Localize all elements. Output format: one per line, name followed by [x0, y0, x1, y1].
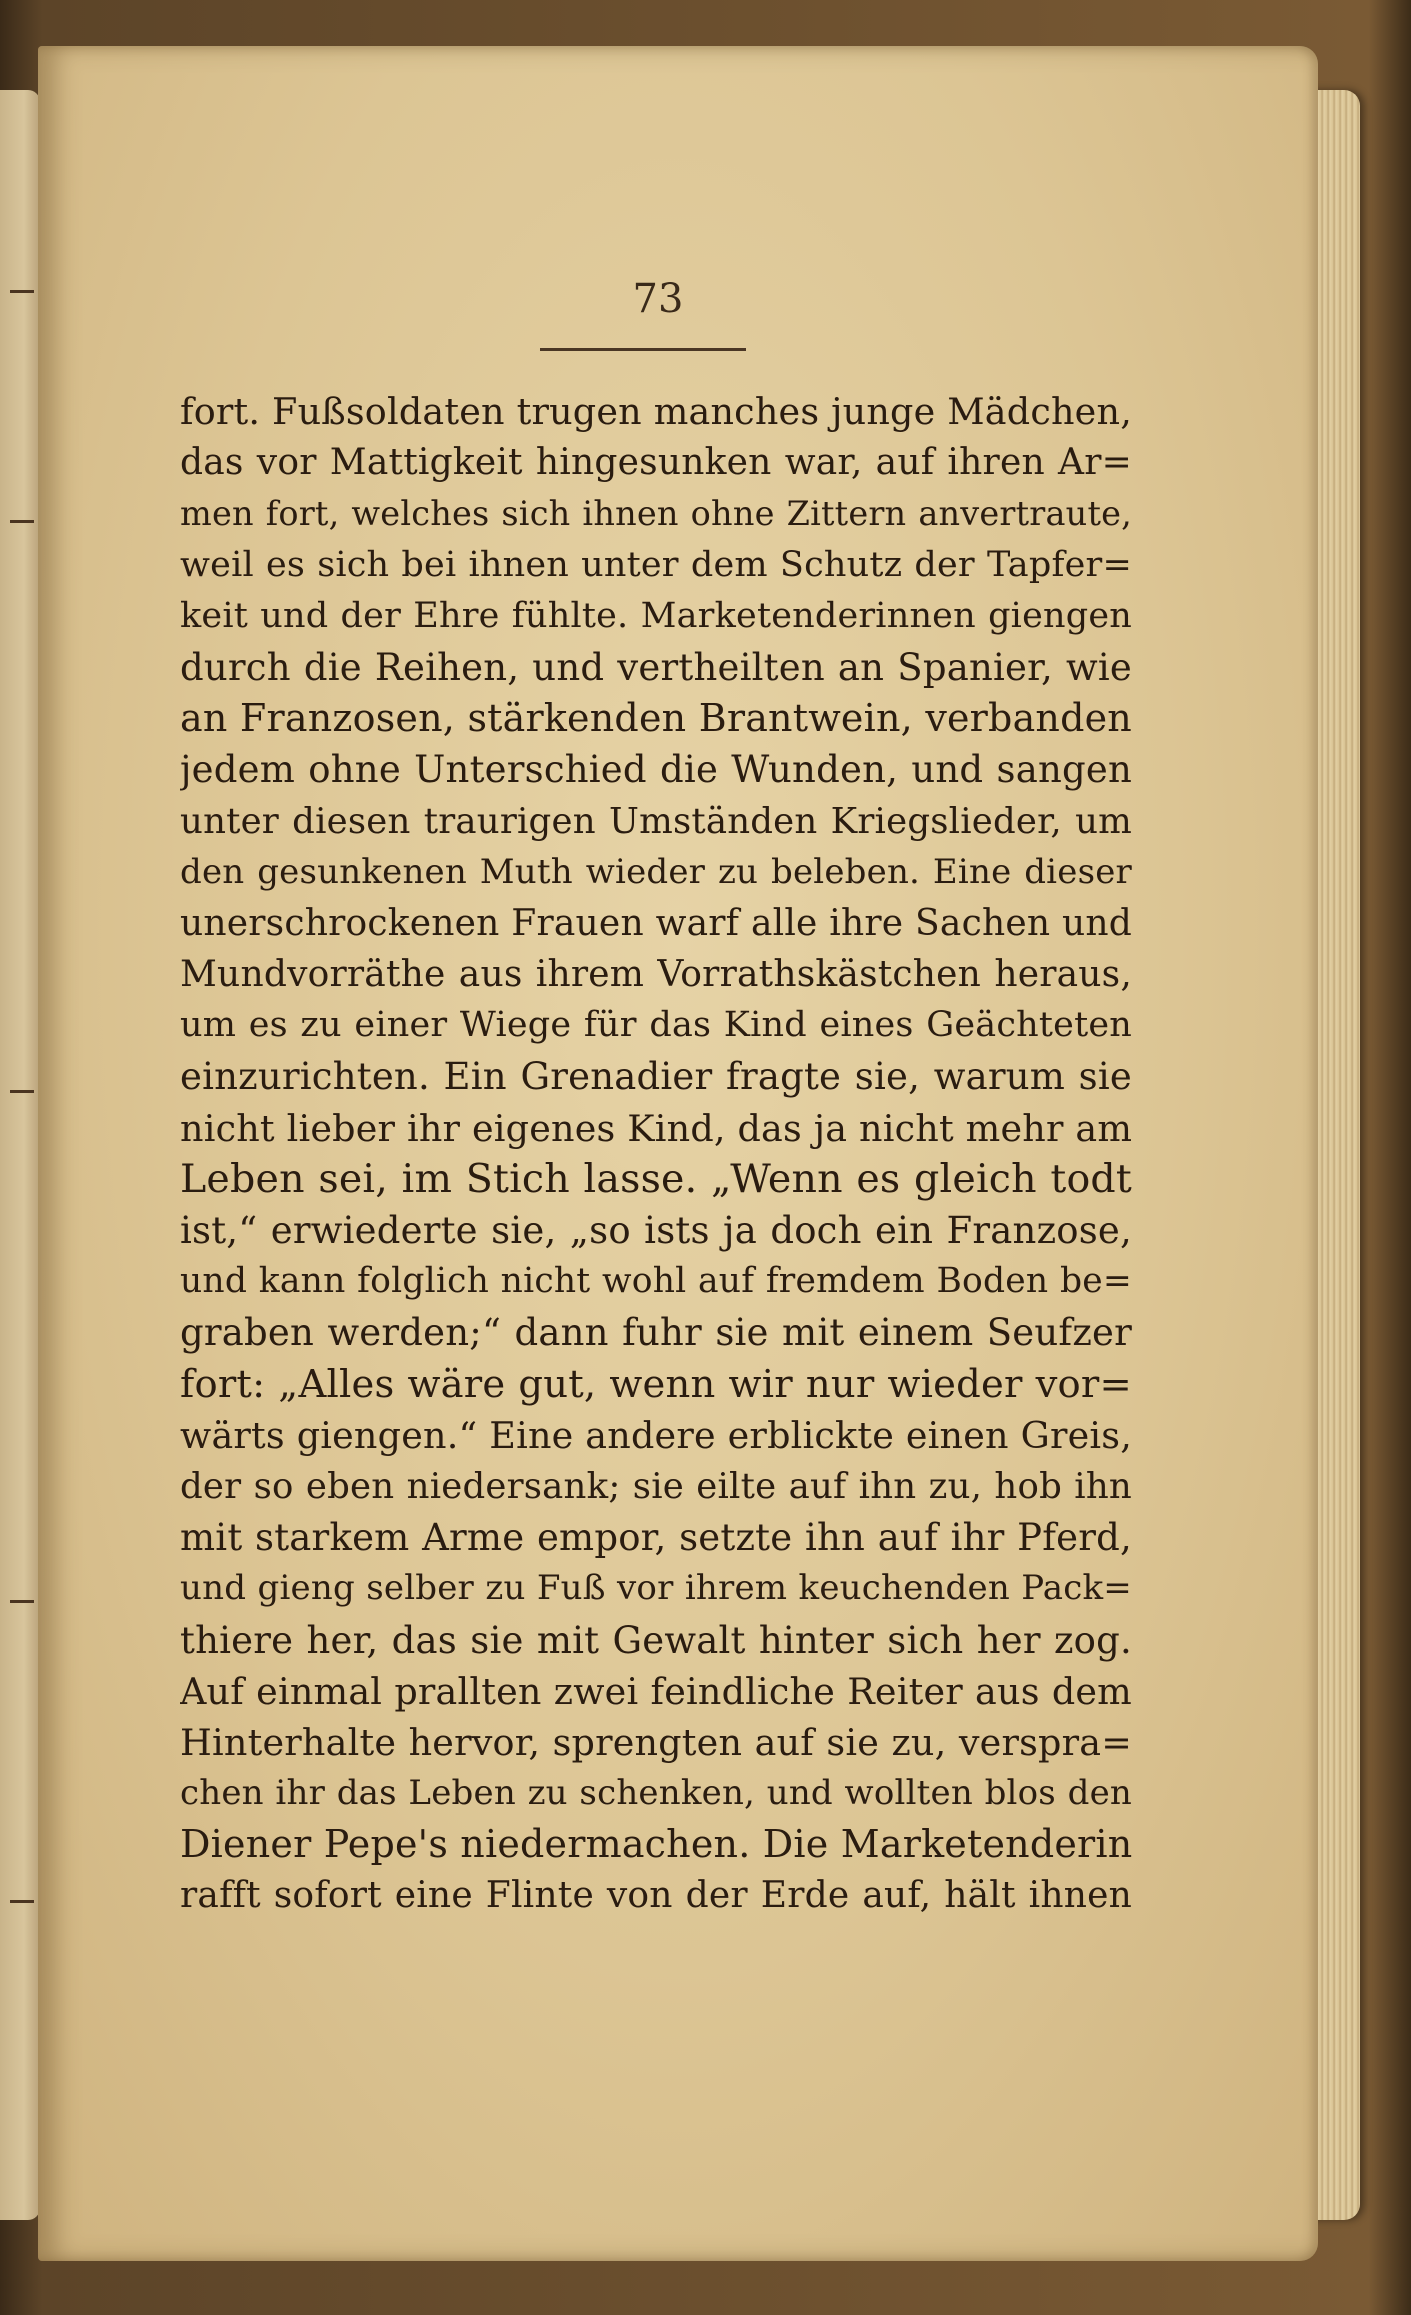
text-line: der so eben niedersank; sie eilte auf ihn zu, hob ihn: [180, 1465, 1132, 1507]
edge-mark: [10, 1090, 34, 1093]
text-line: Diener Pepe's niedermachen. Die Marketenderin: [180, 1822, 1132, 1867]
edge-mark: [10, 1600, 34, 1603]
left-page-edge: [0, 90, 40, 2220]
text-line: Hinterhalte hervor, sprengten auf sie zu, verspra=: [180, 1720, 1132, 1764]
text-line: chen ihr das Leben zu schenken, und wollten blos den: [180, 1773, 1132, 1814]
edge-mark: [10, 290, 34, 293]
body-text: [180, 386, 1132, 1922]
text-line: mit starkem Arme empor, setzte ihn auf ihr Pferd,: [180, 1516, 1132, 1560]
text-line: rafft sofort eine Flinte von der Erde auf, hält ihnen: [180, 1875, 1132, 1917]
text-line: das vor Mattigkeit hingesunken war, auf ihren Ar=: [180, 442, 1132, 484]
text-line: weil es sich bei ihnen unter dem Schutz der Tapfer=: [180, 544, 1132, 585]
text-line: graben werden;“ dann fuhr sie mit einem Seufzer: [180, 1311, 1132, 1355]
text-line: wärts giengen.“ Eine andere erblickte einen Greis,: [180, 1413, 1132, 1457]
text-line: nicht lieber ihr eigenes Kind, das ja nicht mehr am: [180, 1106, 1132, 1150]
text-line: durch die Reihen, und vertheilten an Spanier, wie: [180, 645, 1132, 689]
text-line: Auf einmal prallten zwei feindliche Reiter aus dem: [180, 1669, 1132, 1713]
text-line: keit und der Ehre fühlte. Marketenderinnen giengen: [180, 595, 1132, 636]
text-line: men fort, welches sich ihnen ohne Zittern anvertraute,: [180, 494, 1132, 534]
text-line: fort. Fußsoldaten trugen manches junge Mädchen,: [180, 390, 1132, 433]
page-number: 73: [632, 276, 684, 322]
text-line: an Franzosen, stärkenden Brantwein, verbanden: [180, 696, 1132, 741]
text-line: einzurichten. Ein Grenadier fragte sie, warum sie: [180, 1055, 1132, 1099]
text-line: unter diesen traurigen Umständen Kriegslieder, um: [180, 800, 1132, 842]
text-line: und kann folglich nicht wohl auf fremdem Boden be=: [180, 1261, 1132, 1302]
text-line: Mundvorräthe aus ihrem Vorrathskästchen heraus,: [180, 954, 1132, 996]
edge-mark: [10, 520, 34, 523]
text-line: unerschrockenen Frauen warf alle ihre Sachen und: [180, 902, 1132, 944]
text-line: den gesunkenen Muth wieder zu beleben. Eine dieser: [180, 851, 1132, 892]
text-line: jedem ohne Unterschied die Wunden, und sangen: [180, 748, 1132, 792]
text-line: fort: „Alles wäre gut, wenn wir nur wieder vor=: [180, 1361, 1132, 1407]
header-rule: [540, 348, 746, 351]
text-line: ist,“ erwiederte sie, „so ists ja doch ein Franzose,: [180, 1209, 1132, 1252]
text-line: thiere her, das sie mit Gewalt hinter sich her zog.: [180, 1618, 1132, 1662]
edge-mark: [10, 1900, 34, 1903]
text-line: und gieng selber zu Fuß vor ihrem keuchenden Pack=: [180, 1568, 1132, 1609]
book-page: [38, 46, 1318, 2261]
text-line: Leben sei, im Stich lasse. „Wenn es gleich todt: [180, 1155, 1132, 1202]
text-line: um es zu einer Wiege für das Kind eines Geächteten: [180, 1005, 1132, 1046]
